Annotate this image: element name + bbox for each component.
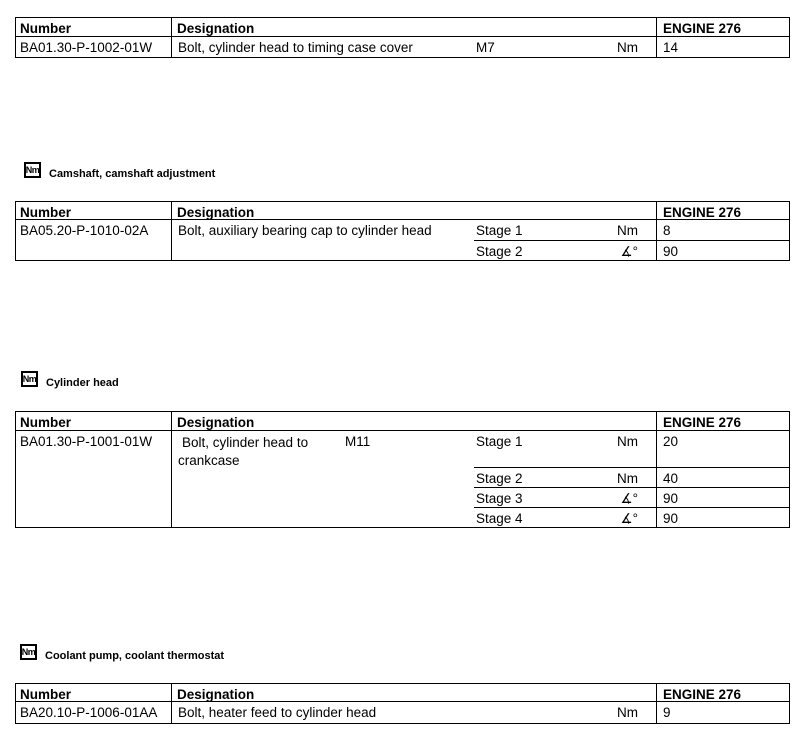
- designation-text: Bolt, cylinder head to crankcase: [178, 435, 309, 468]
- angle-unit-label: ∡°: [561, 507, 656, 527]
- thread-size: M11: [345, 434, 371, 449]
- column-header-designation: Designation: [172, 202, 656, 220]
- document-number: BA01.30-P-1001-01W: [16, 431, 172, 527]
- designation-text: Bolt, cylinder head to timing case cover: [178, 40, 413, 55]
- unit-label: Nm: [617, 434, 638, 449]
- column-header-designation: Designation: [172, 18, 656, 37]
- column-header-engine: ENGINE 276: [656, 18, 789, 37]
- section-title: Coolant pump, coolant thermostat: [45, 650, 225, 662]
- column-header-engine: ENGINE 276: [656, 202, 789, 220]
- document-number: BA05.20-P-1010-02A: [16, 220, 172, 260]
- engine-value: 9: [656, 702, 789, 723]
- angle-unit-label: ∡°: [561, 240, 656, 260]
- column-header-number: Number: [16, 18, 172, 37]
- document-number: BA20.10-P-1006-01AA: [16, 702, 172, 723]
- stage-label: Stage 1: [476, 223, 523, 238]
- thread-size: M7: [476, 40, 495, 55]
- engine-value: 90: [656, 487, 789, 507]
- section-title: Camshaft, camshaft adjustment: [49, 168, 216, 180]
- nm-torque-icon: Nm: [20, 644, 37, 660]
- torque-table-auxiliary-bearing-cap: [15, 201, 790, 261]
- column-header-number: Number: [16, 412, 172, 431]
- nm-torque-icon: Nm: [21, 371, 38, 387]
- designation-cell: [172, 431, 474, 527]
- column-header-number: Number: [16, 684, 172, 702]
- engine-value: 20: [656, 431, 789, 467]
- angle-unit-label: ∡°: [561, 487, 656, 507]
- column-header-designation: Designation: [172, 412, 656, 431]
- column-header-designation: Designation: [172, 684, 656, 702]
- nm-torque-icon: Nm: [24, 162, 41, 178]
- column-header-number: Number: [16, 202, 172, 220]
- section-heading-coolant-pump: [20, 644, 224, 660]
- stage-label: [474, 702, 561, 723]
- designation-text: Bolt, auxiliary bearing cap to cylinder head: [178, 223, 432, 238]
- column-header-engine: ENGINE 276: [656, 684, 789, 702]
- engine-value: 90: [656, 507, 789, 527]
- engine-value: 40: [656, 467, 789, 487]
- unit-label: Nm: [617, 223, 638, 238]
- unit-label: Nm: [561, 467, 656, 487]
- section-title: Cylinder head: [46, 377, 119, 389]
- stage-label: Stage 1: [476, 434, 523, 449]
- designation-text: Bolt, heater feed to cylinder head: [178, 705, 377, 720]
- stage-label: Stage 2: [474, 467, 561, 487]
- stage-label: Stage 2: [474, 240, 561, 260]
- section-heading-cylinder-head: [21, 371, 119, 387]
- engine-value: 90: [656, 240, 789, 260]
- torque-table-cylinder-head: [15, 411, 790, 528]
- engine-value: 14: [656, 37, 789, 57]
- unit-label: Nm: [617, 705, 638, 720]
- stage-label: Stage 3: [474, 487, 561, 507]
- torque-table-timing-case-cover: [15, 17, 790, 58]
- engine-value: 8: [656, 220, 789, 240]
- document-number: BA01.30-P-1002-01W: [16, 37, 172, 57]
- column-header-engine: ENGINE 276: [656, 412, 789, 431]
- stage-label: Stage 4: [474, 507, 561, 527]
- section-heading-camshaft: [24, 162, 215, 178]
- unit-label: Nm: [617, 40, 638, 55]
- torque-table-heater-feed: [15, 683, 790, 724]
